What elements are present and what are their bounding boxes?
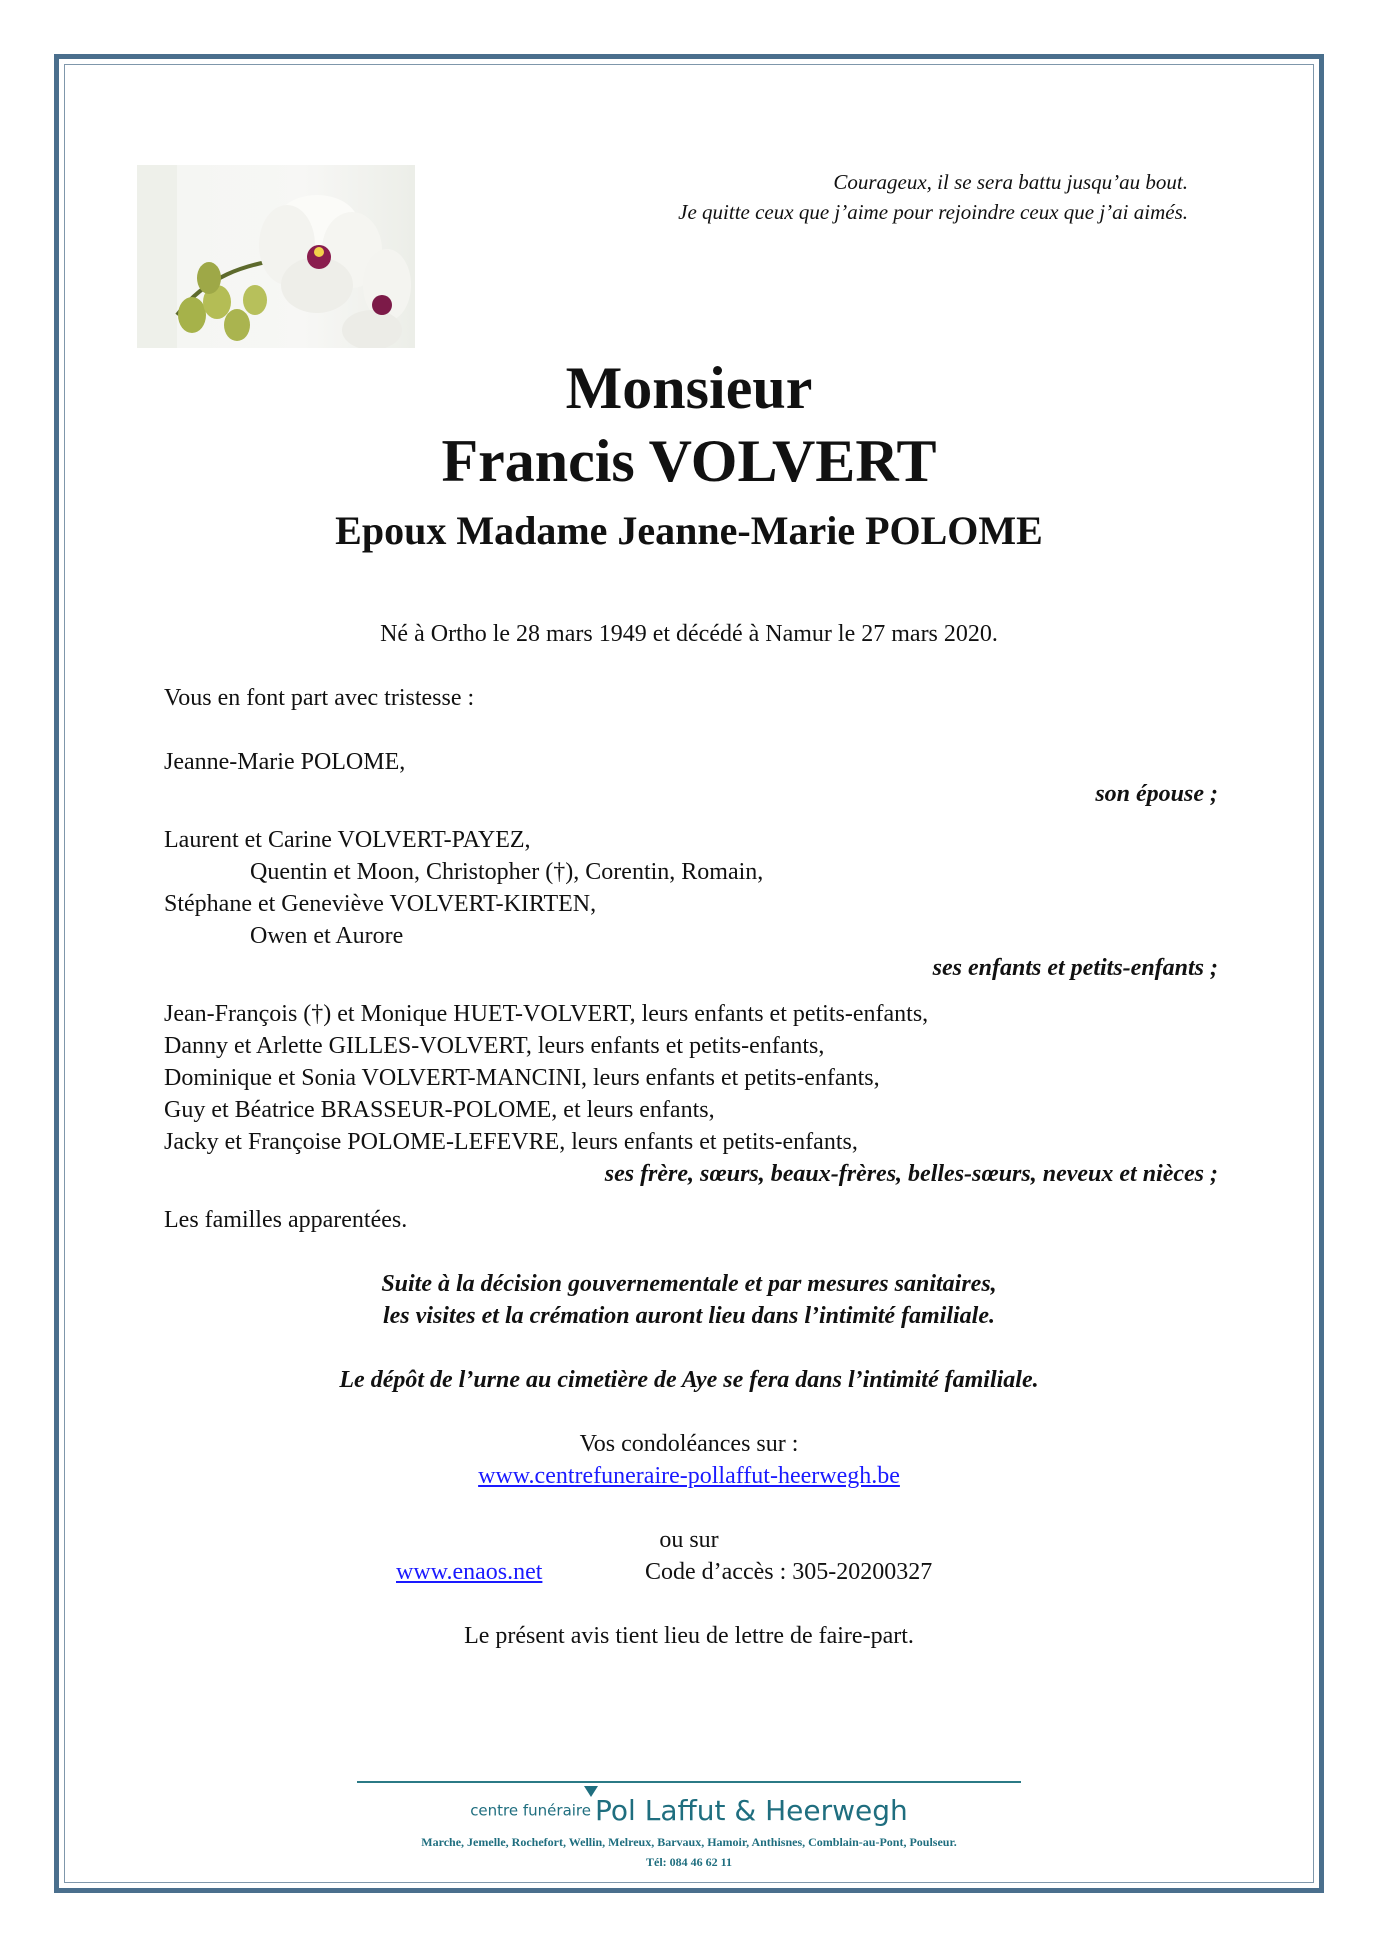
deceased-name: Francis VOLVERT — [441, 428, 937, 494]
families-line: Les familles apparentées. — [164, 1207, 408, 1233]
children-role: ses enfants et petits-enfants ; — [932, 955, 1218, 981]
condolences-label: Vos condoléances sur : — [579, 1431, 799, 1457]
logo-brand: Pol Laffut & Heerwegh — [595, 1794, 908, 1827]
notice-line-3: Le dépôt de l’urne au cimetière de Aye se fera dans l’intimité familiale. — [339, 1367, 1039, 1393]
notice-line-2: les visites et la crémation auront lieu dans l’intimité familiale. — [382, 1303, 995, 1329]
spouse-title: Epoux Madame Jeanne-Marie POLOME — [335, 508, 1043, 553]
closing-line: Le présent avis tient lieu de lettre de faire-part. — [464, 1623, 914, 1649]
sibling-line: Jean-François (†) et Monique HUET-VOLVERT, leurs enfants et petits-enfants, — [164, 1001, 929, 1027]
spouse-role: son épouse ; — [1095, 781, 1218, 807]
enaos-link[interactable]: www.enaos.net — [396, 1559, 543, 1585]
grandchildren-line: Quentin et Moon, Christopher (†), Corentin, Romain, — [250, 859, 764, 885]
birth-death-line: Né à Ortho le 28 mars 1949 et décédé à Namur le 27 mars 2020. — [380, 621, 998, 647]
sibling-line: Guy et Béatrice BRASSEUR-POLOME, et leurs enfants, — [164, 1097, 715, 1123]
logo-prefix: centre funéraire — [470, 1801, 592, 1820]
funeral-home-link[interactable]: www.centrefuneraire-pollaffut-heerwegh.be — [478, 1463, 900, 1489]
or-text: ou sur — [659, 1527, 719, 1553]
access-code: Code d’accès : 305-20200327 — [645, 1559, 933, 1585]
epigraph-quote — [678, 167, 1188, 227]
sibling-line: Dominique et Sonia VOLVERT-MANCINI, leurs enfants et petits-enfants, — [164, 1065, 880, 1091]
notice-line-1: Suite à la décision gouvernementale et par mesures sanitaires, — [381, 1271, 997, 1297]
enaos-link-row — [396, 1556, 542, 1588]
footer-locations: Marche, Jemelle, Rochefort, Wellin, Melreux, Barvaux, Hamoir, Anthisnes, Comblain-au-Pont, Poulseur. — [421, 1835, 957, 1849]
sibling-line: Danny et Arlette GILLES-VOLVERT, leurs enfants et petits-enfants, — [164, 1033, 825, 1059]
children-line: Laurent et Carine VOLVERT-PAYEZ, — [164, 827, 531, 853]
condolences-link-row — [0, 1460, 1378, 1492]
honorific: Monsieur — [565, 355, 813, 421]
grandchildren-line: Owen et Aurore — [250, 923, 404, 949]
intro-text: Vous en font part avec tristesse : — [164, 685, 475, 711]
footer-divider — [357, 1781, 1021, 1783]
spouse-name: Jeanne-Marie POLOME, — [164, 749, 406, 775]
orchid-photo — [137, 165, 415, 348]
quote-line-1: Courageux, il se sera battu jusqu’au bout. — [833, 170, 1188, 194]
children-line: Stéphane et Geneviève VOLVERT-KIRTEN, — [164, 891, 597, 917]
sibling-line: Jacky et Françoise POLOME-LEFEVRE, leurs enfants et petits-enfants, — [164, 1129, 858, 1155]
siblings-role: ses frère, sœurs, beaux-frères, belles-sœurs, neveux et nièces ; — [604, 1161, 1218, 1187]
quote-line-2: Je quitte ceux que j’aime pour rejoindre ceux que j’ai aimés. — [678, 200, 1188, 224]
funeral-home-logo — [0, 1794, 1378, 1827]
footer-phone: Tél: 084 46 62 11 — [646, 1855, 732, 1869]
